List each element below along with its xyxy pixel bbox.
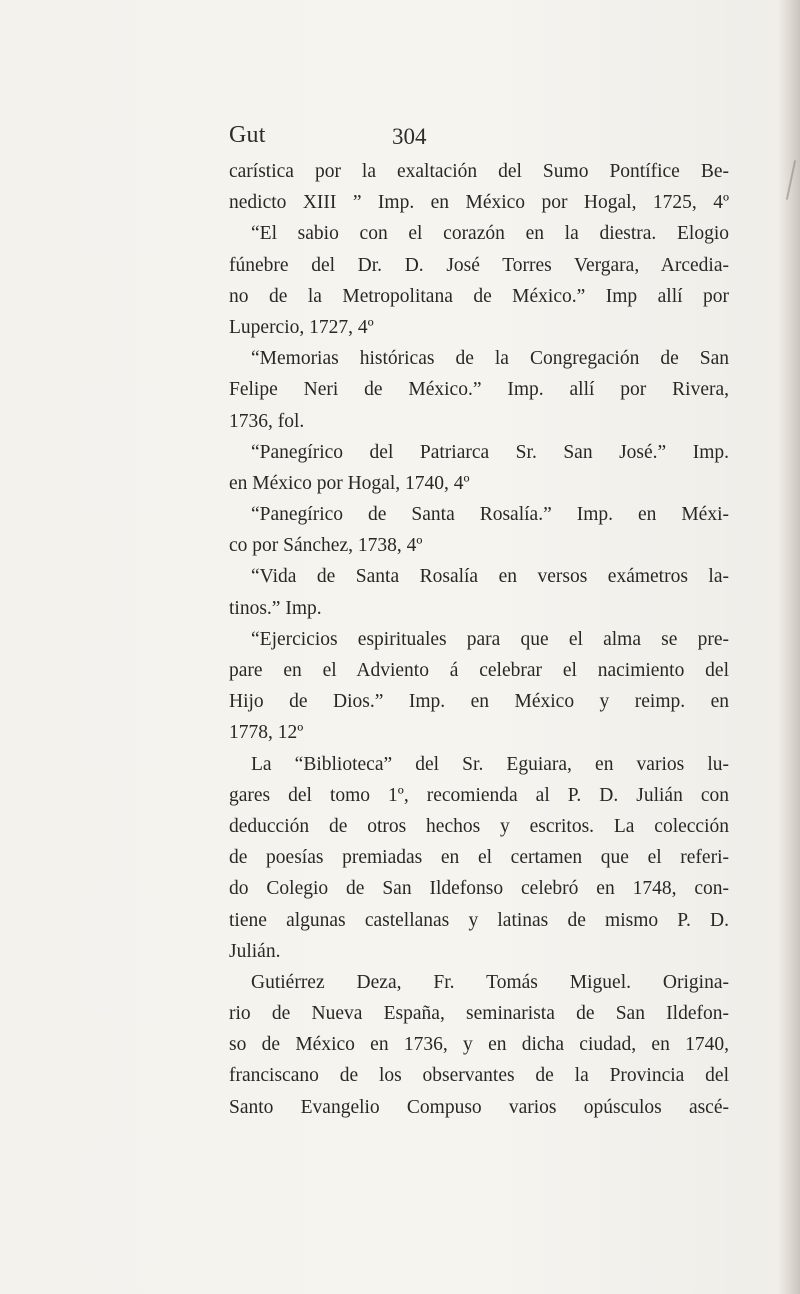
text-line: 1736, fol. — [229, 410, 305, 432]
text-line: “Vida de Santa Rosalía en versos exámetros la- — [251, 566, 729, 588]
text-line: carística por la exaltación del Sumo Pontífice Be- — [229, 161, 729, 182]
text-line: franciscano de los observantes de la Provincia del — [229, 1065, 729, 1087]
text-line: nedicto XIII ” Imp. en México por Hogal, 1725, 4º — [229, 192, 729, 214]
text-line: Gutiérrez Deza, Fr. Tomás Miguel. Origina- — [251, 971, 729, 993]
text-line: “Ejercicios espirituales para que el alma se pre- — [251, 628, 729, 650]
text-line: rio de Nueva España, seminarista de San Ildefon- — [229, 1003, 729, 1025]
text-line: Lupercio, 1727, 4º — [229, 316, 374, 338]
text-line: “Memorias históricas de la Congregación de San — [251, 348, 729, 370]
text-line: so de México en 1736, y en dicha ciudad, en 1740, — [229, 1034, 729, 1056]
text-line: tinos.” Imp. — [229, 597, 322, 619]
running-head: Gut — [229, 122, 266, 148]
text-line: Santo Evangelio Compuso varios opúsculos ascé- — [229, 1096, 729, 1118]
text-line: de poesías premiadas en el certamen que el referi- — [229, 847, 729, 869]
text-line: deducción de otros hechos y escritos. La colección — [229, 815, 729, 837]
text-line: do Colegio de San Ildefonso celebró en 1748, con- — [229, 878, 729, 900]
text-line: en México por Hogal, 1740, 4º — [229, 472, 470, 494]
text-line: tiene algunas castellanas y latinas de mismo P. D. — [229, 909, 729, 931]
page-number: 304 — [392, 124, 427, 149]
text-line: 1778, 12º — [229, 722, 304, 744]
text-line: “Panegírico del Patriarca Sr. San José.” Imp. — [251, 441, 729, 463]
text-line: co por Sánchez, 1738, 4º — [229, 535, 423, 557]
text-line: pare en el Adviento á celebrar el nacimiento del — [229, 660, 729, 681]
text-line: no de la Metropolitana de México.” Imp allí por — [229, 285, 729, 307]
text-line: fúnebre del Dr. D. José Torres Vergara, Arcedia- — [229, 254, 729, 276]
text-line: Julián. — [229, 940, 281, 962]
text-line: “El sabio con el corazón en la diestra. Elogio — [251, 223, 729, 245]
text-line: La “Biblioteca” del Sr. Eguiara, en varios lu- — [251, 753, 729, 775]
text-line: Hijo de Dios.” Imp. en México y reimp. en — [229, 691, 729, 713]
text-line: “Panegírico de Santa Rosalía.” Imp. en Méxi- — [251, 504, 729, 526]
text-line: Felipe Neri de México.” Imp. allí por Rivera, — [229, 379, 729, 401]
body-text — [229, 156, 729, 1123]
text-line: gares del tomo 1º, recomienda al P. D. Julián con — [229, 784, 729, 806]
